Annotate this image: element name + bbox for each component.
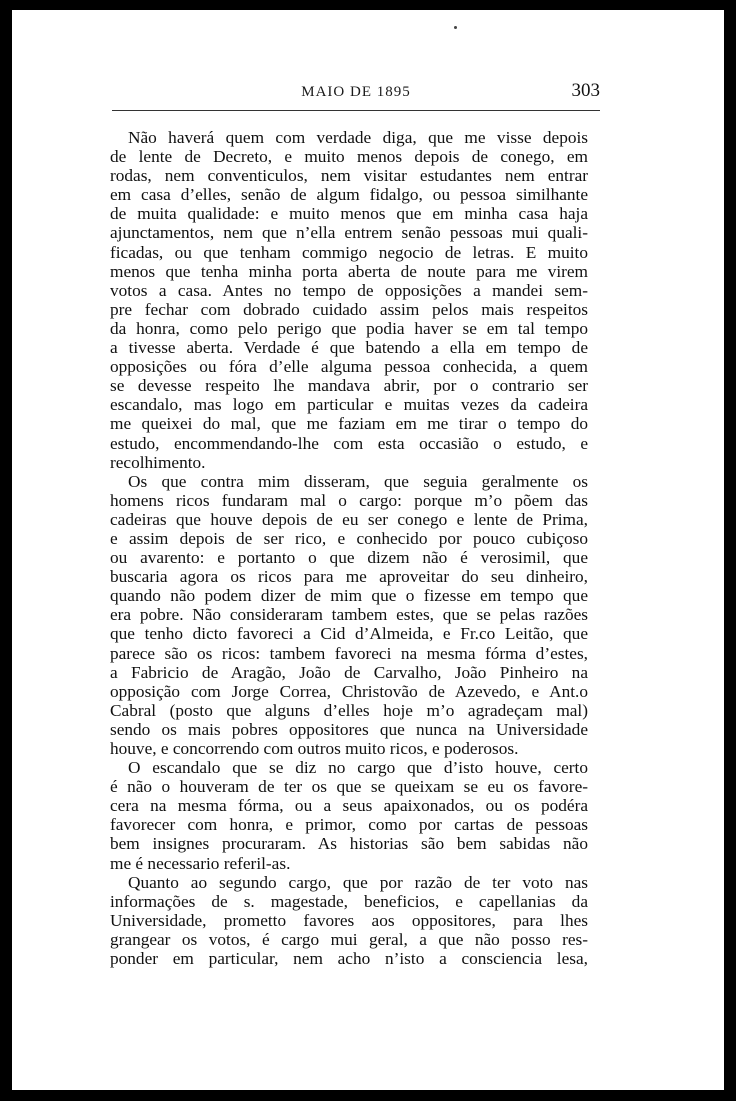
text-line: me é necessario referil-as.: [110, 853, 291, 873]
print-speck: [454, 26, 457, 29]
text-line: recolhimento.: [110, 452, 206, 472]
text-line: se devesse respeito lhe mandava abrir, por o contrario ser: [110, 376, 588, 396]
text-line: homens ricos fundaram mal o cargo: porque m’o põem das: [110, 490, 588, 510]
text-line: era pobre. Não consideraram tambem estes, que se pelas razões: [110, 605, 588, 625]
text-line: informações de s. magestade, beneficios, e capellanias da: [110, 891, 588, 911]
text-line: houve, e concorrendo com outros muito ricos, e poderosos.: [110, 739, 519, 758]
text-line: ficadas, ou que tenham commigo negocio de letras. E muito: [110, 242, 588, 262]
text-line: estudo, encommendando-lhe com esta occasião o estudo, e: [110, 433, 588, 453]
header-rule: [112, 110, 600, 111]
text-line: rodas, nem conventiculos, nem visitar estudantes nem entrar: [110, 166, 588, 186]
text-line: Universidade, prometto favores aos oppositores, para lhes: [110, 910, 588, 930]
text-line: escandalo, mas logo em particular e muitas vezes da cadeira: [110, 395, 588, 415]
text-line: a tivesse aberta. Verdade é que batendo a ella em tempo de: [110, 338, 588, 358]
text-line: me queixei do mal, que me faziam em me tirar o tempo do: [110, 414, 588, 434]
text-line: da honra, como pelo perigo que podia haver se em tal tempo: [110, 318, 588, 338]
text-line: quando não podem dizer de mim que o fizesse em tempo que: [110, 586, 588, 606]
page-sheet: [12, 10, 724, 1090]
text-line: pre fechar com dobrado cuidado assim pelos mais respeitos: [110, 299, 588, 319]
text-line: bem insignes procuraram. As historias são bem sabidas não: [110, 834, 588, 854]
page-number: 303: [571, 80, 600, 101]
text-line: cera na mesma fórma, ou a seus apaixonados, ou os podéra: [110, 796, 588, 816]
text-line: em casa d’elles, senão de algum fidalgo, ou pessoa similhante: [110, 185, 588, 205]
running-title: MAIO DE 1895: [301, 84, 411, 100]
text-line: opposições ou fóra d’elle alguma pessoa conhecida, a quem: [110, 357, 588, 377]
text-line: ou avarento: e portanto o que dizem não é verosimil, que: [110, 548, 588, 568]
text-line: que tenho dicto favoreci a Cid d’Almeida, e Fr.co Leitão, que: [110, 624, 588, 644]
text-line: Os que contra mim disseram, que seguia geralmente os: [128, 471, 588, 491]
text-line: Não haverá quem com verdade diga, que me visse depois: [128, 128, 588, 147]
text-line: de lente de Decreto, e muito menos depois de conego, em: [110, 147, 588, 167]
text-line: votos a casa. Antes no tempo de opposições a mandei sem-: [110, 280, 588, 300]
text-line: Quanto ao segundo cargo, que por razão de ter voto nas: [128, 872, 588, 892]
text-line: opposição com Jorge Correa, Christovão de Azevedo, e Ant.o: [110, 681, 588, 701]
text-line: grangear os votos, é cargo mui geral, a que não posso res-: [110, 929, 588, 949]
body-text: [110, 128, 588, 968]
text-line: cadeiras que houve depois de eu ser conego e lente de Prima,: [110, 509, 588, 529]
text-line: buscaria agora os ricos para me aproveitar do seu dinheiro,: [110, 567, 588, 587]
text-line: é não o houveram de ter os que se queixam se eu os favore-: [110, 777, 588, 797]
text-line: a Fabricio de Aragão, João de Carvalho, João Pinheiro na: [110, 662, 588, 682]
text-line: ponder em particular, nem acho n’isto a consciencia lesa,: [110, 949, 588, 969]
text-line: Cabral (posto que alguns d’elles hoje m’o agradeçam mal): [110, 700, 588, 720]
text-line: menos que tenha minha porta aberta de noute para me virem: [110, 261, 588, 281]
text-line: favorecer com honra, e primor, como por cartas de pessoas: [110, 815, 588, 835]
page-header: [112, 78, 600, 108]
text-line: ajunctamentos, nem que n’ella entrem senão pessoas mui quali-: [110, 223, 588, 243]
text-line: parece são os ricos: tambem favoreci na mesma fórma d’estes,: [110, 643, 588, 663]
text-line: sendo os mais pobres oppositores que nunca na Universidade: [110, 719, 588, 739]
text-line: O escandalo que se diz no cargo que d’isto houve, certo: [128, 758, 588, 778]
text-line: de muita qualidade: e muito menos que em minha casa haja: [110, 204, 588, 224]
text-line: e assim depois de ser rico, e conhecido por pouco cubiçoso: [110, 528, 588, 548]
